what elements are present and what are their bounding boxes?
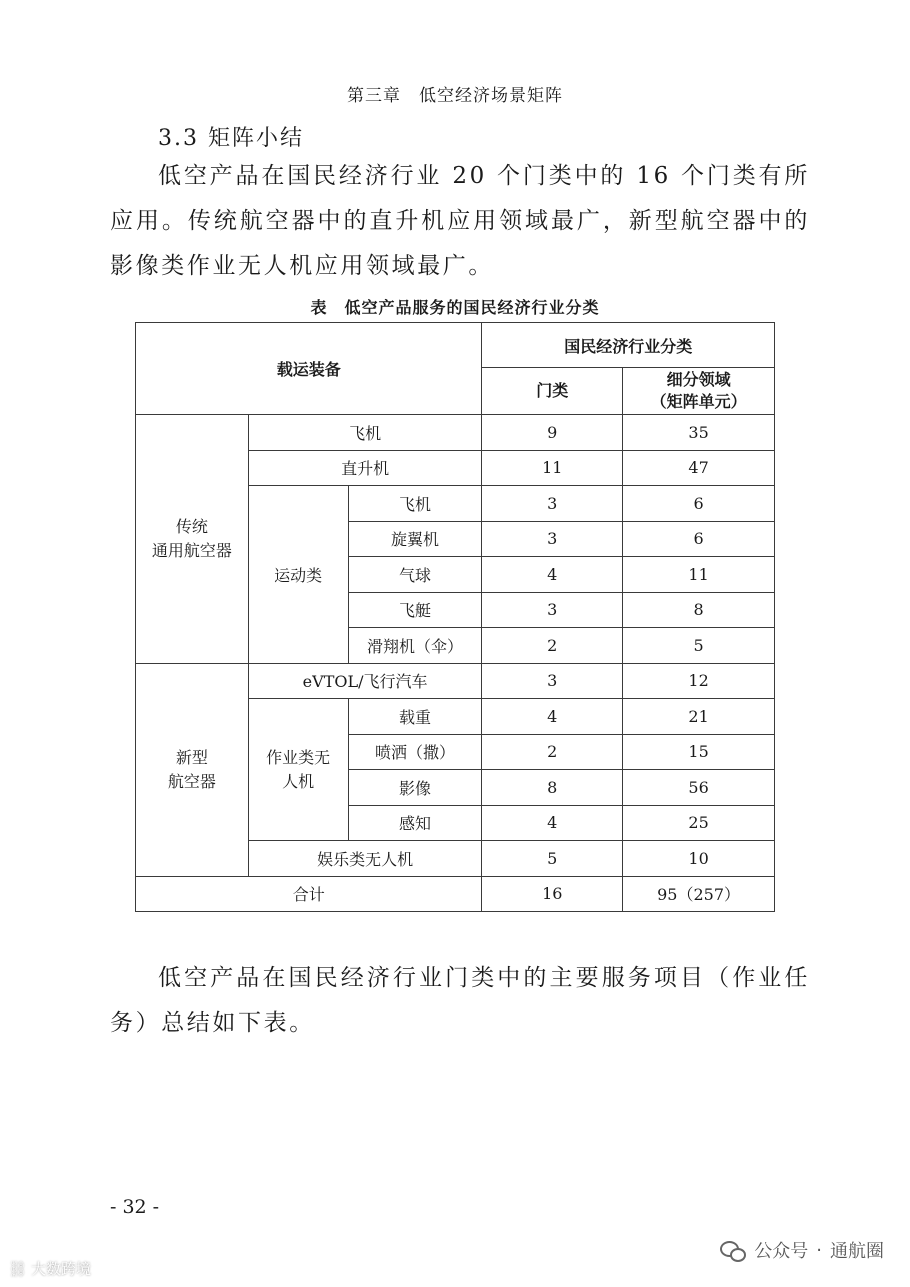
header-subfield xyxy=(623,368,775,415)
row-category: 2 xyxy=(482,734,623,770)
row-category: 5 xyxy=(482,841,623,877)
row-name: 飞艇 xyxy=(348,592,482,628)
watermark-right-prefix: 公众号 xyxy=(754,1241,809,1262)
row-category: 4 xyxy=(482,699,623,735)
row-subfield: 11 xyxy=(623,557,775,593)
watermark-right-separator: · xyxy=(816,1239,822,1261)
row-category: 3 xyxy=(482,663,623,699)
header-subfield-note: （矩阵单元） xyxy=(650,392,747,411)
row-name: 飞机 xyxy=(348,486,482,522)
table-caption: 表 低空产品服务的国民经济行业分类 xyxy=(310,298,600,317)
total-category: 16 xyxy=(482,876,623,912)
watermark-right-name: 通航圈 xyxy=(830,1241,884,1262)
row-name: 娱乐类无人机 xyxy=(248,841,482,877)
chain-link-icon: ⛓ xyxy=(8,1259,28,1278)
row-subfield: 15 xyxy=(623,734,775,770)
section-title-text: 矩阵小结 xyxy=(208,126,305,151)
row-name: 飞机 xyxy=(248,415,482,451)
row-subfield: 12 xyxy=(623,663,775,699)
row-name: 滑翔机（伞） xyxy=(348,628,482,664)
paragraph-intro: 低空产品在国民经济行业门类中的主要服务项目（作业任务）总结如下表。 xyxy=(110,965,810,1036)
row-category: 8 xyxy=(482,770,623,806)
watermark-right xyxy=(720,1237,884,1263)
row-category: 9 xyxy=(482,415,623,451)
row-name: 直升机 xyxy=(248,450,482,486)
row-subfield: 56 xyxy=(623,770,775,806)
wechat-icon xyxy=(720,1240,746,1260)
table-row-total xyxy=(136,876,775,912)
group-traditional-line1: 传统 xyxy=(175,516,208,536)
group-sports: 运动类 xyxy=(248,486,348,664)
total-label: 合计 xyxy=(136,876,482,912)
group-new-line1: 新型 xyxy=(175,747,208,767)
row-subfield: 25 xyxy=(623,805,775,841)
header-equipment: 载运装备 xyxy=(136,323,482,415)
row-subfield: 47 xyxy=(623,450,775,486)
running-header: 第三章 低空经济场景矩阵 xyxy=(347,86,563,106)
page-number: - 32 - xyxy=(110,1196,160,1218)
total-subfield: 95（257） xyxy=(623,876,775,912)
row-name: 影像 xyxy=(348,770,482,806)
row-name: 喷洒（撒） xyxy=(348,734,482,770)
row-category: 3 xyxy=(482,592,623,628)
paragraph-summary: 低空产品在国民经济行业 20 个门类中的 16 个门类有所应用。传统航空器中的直升机应用领域最广，新型航空器中的影像类作业无人机应用领域最广。 xyxy=(110,163,810,279)
row-name: 感知 xyxy=(348,805,482,841)
row-subfield: 8 xyxy=(623,592,775,628)
section-heading xyxy=(158,121,304,152)
row-subfield: 6 xyxy=(623,521,775,557)
watermark-left xyxy=(8,1258,91,1279)
row-subfield: 35 xyxy=(623,415,775,451)
group-work-uav-line2: 人机 xyxy=(282,771,315,791)
group-traditional xyxy=(136,415,249,664)
row-category: 2 xyxy=(482,628,623,664)
table-row xyxy=(136,415,775,451)
group-work-uav-line1: 作业类无 xyxy=(266,747,331,767)
section-number: 3.3 xyxy=(158,126,199,151)
group-traditional-line2: 通用航空器 xyxy=(151,540,232,560)
row-category: 4 xyxy=(482,805,623,841)
group-new-line2: 航空器 xyxy=(167,771,216,791)
watermark-left-text: 大数跨境 xyxy=(31,1260,92,1278)
row-category: 4 xyxy=(482,557,623,593)
header-industry: 国民经济行业分类 xyxy=(482,323,775,368)
row-category: 3 xyxy=(482,521,623,557)
row-category: 11 xyxy=(482,450,623,486)
industry-classification-table xyxy=(135,322,775,912)
row-name: 气球 xyxy=(348,557,482,593)
row-category: 3 xyxy=(482,486,623,522)
row-subfield: 10 xyxy=(623,841,775,877)
row-name: eVTOL/飞行汽车 xyxy=(248,663,482,699)
header-category: 门类 xyxy=(482,368,623,415)
row-name: 载重 xyxy=(348,699,482,735)
table-row xyxy=(136,663,775,699)
row-subfield: 5 xyxy=(623,628,775,664)
row-subfield: 21 xyxy=(623,699,775,735)
header-subfield-label: 细分领域 xyxy=(666,370,731,389)
row-name: 旋翼机 xyxy=(348,521,482,557)
group-work-uav xyxy=(248,699,348,841)
group-new xyxy=(136,663,249,876)
row-subfield: 6 xyxy=(623,486,775,522)
